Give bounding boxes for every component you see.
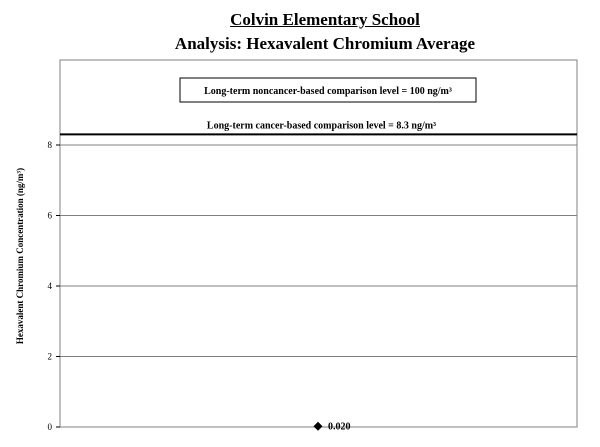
y-tick-label-4: 4: [47, 281, 52, 291]
data-label-0: 0.020: [328, 421, 351, 433]
plot-frame: [60, 60, 577, 427]
chart-title: Colvin Elementary School: [230, 10, 420, 29]
data-point-0: [314, 422, 323, 431]
y-tick-label-0: 0: [47, 422, 52, 432]
reference-line-label: Long-term cancer-based comparison level = 8.3 ng/m³: [206, 120, 437, 132]
chart-subtitle: Analysis: Hexavalent Chromium Average: [174, 34, 476, 53]
y-tick-label-8: 8: [47, 140, 52, 150]
y-axis-label: Hexavalent Chromium Concentration (ng/m³): [15, 167, 25, 345]
noncancer-annotation-text: Long-term noncancer-based comparison level = 100 ng/m³: [204, 86, 452, 97]
y-tick-label-6: 6: [47, 210, 52, 221]
y-tick-label-2: 2: [47, 351, 52, 362]
